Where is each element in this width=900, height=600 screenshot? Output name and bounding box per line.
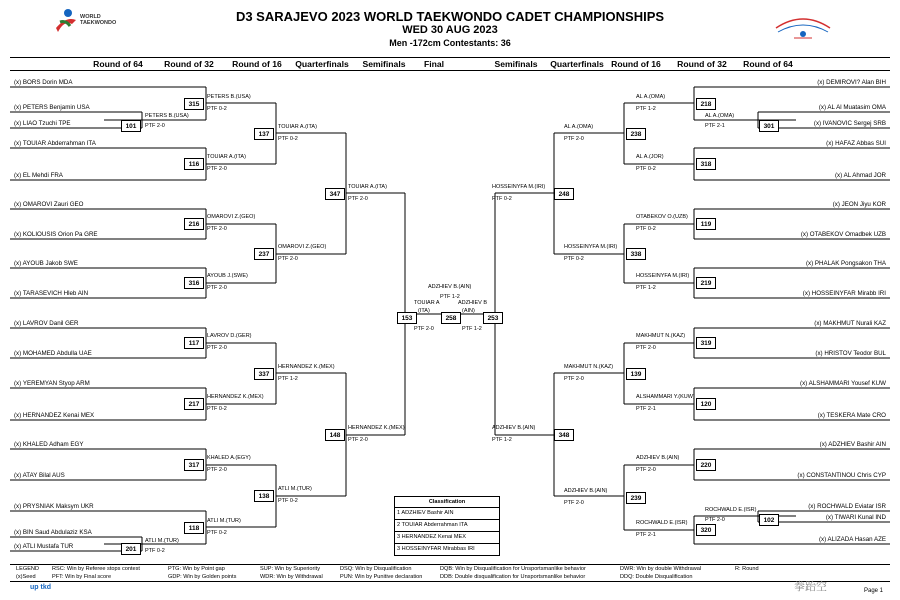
- legend-item: DDB: Double disqualification for Unsportsmanlike behavior: [440, 574, 586, 580]
- match-score: PTF 0-2: [636, 166, 656, 172]
- athlete-name: (x) PETERS Benjamin USA: [14, 104, 90, 111]
- match-number-box: 120: [696, 398, 716, 410]
- match-winner: HERNANDEZ K.(MEX): [348, 424, 405, 431]
- athlete-name: (x) TESKERA Mate CRO: [817, 412, 886, 419]
- athlete-name: (x) PHALAK Pongsakon THA: [805, 260, 886, 267]
- match-number-box: 119: [696, 218, 716, 230]
- match-number-box: 138: [254, 490, 274, 502]
- match-winner: PETERS B.(USA): [207, 93, 251, 100]
- athlete-name: (x) EL Mehdi FRA: [14, 172, 63, 179]
- match-winner: HOSSEINYFA M.(IRI): [492, 183, 546, 190]
- match-score: PTF 1-2: [278, 375, 298, 382]
- match-winner: MAKHMUT N.(KAZ): [564, 363, 614, 370]
- match-score: PTF 2-0: [278, 255, 298, 262]
- match-winner: TOUIAR A.(ITA): [207, 154, 246, 160]
- match-score: PTF 2-1: [636, 532, 656, 538]
- athlete-name: (x) OTABEKOV Omadbek UZB: [800, 231, 886, 238]
- athlete-name: (x) ALSHAMMARI Yousef KUW: [800, 380, 886, 387]
- athlete-name: (x) KHALED Adham EGY: [14, 441, 84, 448]
- athlete-name: (x) PRYSNIAK Maksym UKR: [14, 503, 94, 510]
- legend-item: PFT: Win by Final score: [52, 574, 112, 580]
- match-score: PTF 0-2: [207, 529, 227, 536]
- match-score: PTF 0-2: [145, 548, 165, 554]
- legend-item: SUP: Win by Superiority: [260, 566, 320, 572]
- match-winner: ATLI M.(TUR): [207, 517, 241, 524]
- match-winner: ROCHWALD E.(ISR): [705, 507, 757, 513]
- match-winner: AYOUB J.(SWE): [207, 273, 248, 279]
- match-winner: (ITA): [418, 308, 430, 314]
- athlete-name: (x) CONSTANTINOU Chris CYP: [797, 472, 886, 479]
- match-score: PTF 0-2: [492, 195, 512, 202]
- match-number-box: 217: [184, 398, 204, 410]
- classification-row: 1 ADZHIEV Bashir AIN: [395, 508, 499, 520]
- match-score: PTF 0-2: [207, 406, 227, 412]
- match-number-box: 118: [184, 522, 204, 534]
- event-subtitle: Men -172cm Contestants: 36: [389, 38, 511, 48]
- match-winner: ROCHWALD E.(ISR): [636, 520, 688, 526]
- athlete-name: (x) IVANOVIC Sergej SRB: [813, 120, 886, 127]
- match-score: PTF 2-0: [564, 499, 584, 506]
- match-winner: TOUIAR A.(ITA): [278, 123, 317, 130]
- match-number-box: 238: [626, 128, 646, 140]
- legend-seed: (x)Seed: [16, 574, 36, 580]
- classification-table: [394, 496, 500, 556]
- match-number-box: 318: [696, 158, 716, 170]
- athlete-name: (x) YEREMYAN Styop ARM: [14, 380, 90, 387]
- match-winner: AL A.(OMA): [564, 123, 594, 130]
- legend-item: PUN: Win by Punitive declaration: [340, 574, 423, 580]
- match-score: PTF 2-0: [705, 517, 725, 523]
- match-number-box: 117: [184, 337, 204, 349]
- page-number: Page 1: [864, 588, 884, 594]
- match-score: PTF 1-2: [492, 436, 512, 443]
- round-header: Semifinals: [362, 59, 406, 69]
- classification-row: 3 HERNANDEZ Kenai MEX: [395, 532, 499, 544]
- match-winner: HERNANDEZ K.(MEX): [207, 394, 264, 400]
- round-header: Quarterfinals: [550, 59, 604, 69]
- match-number-box: 319: [696, 337, 716, 349]
- match-winner: ADZHIEV B: [458, 300, 488, 306]
- round-header: Final: [423, 59, 445, 69]
- athlete-name: (x) JEON Jiyu KOR: [832, 201, 886, 208]
- athlete-name: (x) MOHAMED Abdulla UAE: [14, 350, 92, 357]
- match-score: PTF 0-2: [564, 255, 584, 262]
- match-number-box: 317: [184, 459, 204, 471]
- match-winner: ADZHIEV B.(AIN): [636, 454, 680, 461]
- match-number-box: 237: [254, 248, 274, 260]
- match-score: PTF 2-0: [414, 326, 434, 332]
- athlete-name: (x) AYOUB Jakob SWE: [14, 260, 78, 267]
- match-winner: AL A.(JOR): [636, 154, 664, 160]
- match-number-box: 338: [626, 248, 646, 260]
- match-score: PTF 2-0: [145, 123, 165, 129]
- match-number-box: 316: [184, 277, 204, 289]
- match-number-box: 153: [397, 312, 417, 324]
- round-header: Round of 64: [93, 59, 143, 69]
- match-number-box: 101: [121, 120, 141, 132]
- match-score: PTF 2-0: [348, 195, 368, 202]
- classification-row: 2 TOUIAR Abderrahman ITA: [395, 520, 499, 532]
- legend-item: DWR: Win by double Withdrawal: [620, 566, 702, 572]
- legend-item: DDQ: Double Disqualification: [620, 574, 693, 580]
- match-score: PTF 0-2: [278, 135, 298, 142]
- match-winner: OMAROVI Z.(GEO): [207, 214, 256, 220]
- match-winner: OMAROVI Z.(GEO): [278, 243, 327, 250]
- match-number-box: 201: [121, 543, 141, 555]
- legend-item: PTG: Win by Point gap: [168, 566, 225, 572]
- match-number-box: 148: [325, 429, 345, 441]
- match-score: PTF 2-0: [636, 345, 656, 351]
- athlete-name: (x) TIWARI Kunal IND: [825, 514, 886, 521]
- athlete-name: (x) BIN Saud Abdulaziz KSA: [14, 529, 92, 536]
- legend-item: R: Round: [735, 566, 759, 572]
- athlete-name: (x) AL Al Muatasim OMA: [818, 104, 886, 111]
- match-winner: HOSSEINYFA M.(IRI): [636, 273, 690, 279]
- match-winner: ADZHIEV B.(AIN): [492, 424, 536, 431]
- athlete-name: (x) HOSSEINYFAR Mirabb IRI: [802, 290, 886, 297]
- athlete-name: (x) HERNANDEZ Kenai MEX: [14, 412, 95, 419]
- match-score: PTF 2-1: [636, 406, 656, 412]
- match-number-box: 216: [184, 218, 204, 230]
- athlete-name: (x) TOUIAR Abderrahman ITA: [14, 140, 96, 147]
- match-score: PTF 2-0: [564, 375, 584, 382]
- match-score: PTF 2-0: [348, 436, 368, 443]
- match-number-box: 139: [626, 368, 646, 380]
- match-winner: PETERS B.(USA): [145, 113, 189, 119]
- match-score: PTF 1-2: [440, 294, 460, 300]
- match-number-box: 248: [554, 188, 574, 200]
- athlete-name: (x) MAKHMUT Nurali KAZ: [814, 320, 886, 327]
- match-winner: ATLI M.(TUR): [278, 486, 312, 492]
- watermark: 拳跆空: [794, 581, 827, 593]
- match-winner: ALSHAMMARI Y.(KUW): [636, 394, 695, 400]
- brand-logo: up tkd: [30, 584, 51, 591]
- match-score: PTF 1-2: [636, 285, 656, 291]
- match-winner: MAKHMUT N.(KAZ): [636, 333, 686, 339]
- match-number-box: 337: [254, 368, 274, 380]
- match-winner: LAVROV D.(GER): [207, 333, 252, 339]
- match-number-box: 116: [184, 158, 204, 170]
- match-score: PTF 2-0: [207, 466, 227, 473]
- match-number-box: 258: [441, 312, 461, 324]
- match-score: PTF 0-2: [636, 226, 656, 232]
- athlete-name: (x) ATAY Bilal AUS: [14, 472, 65, 479]
- match-number-box: 218: [696, 98, 716, 110]
- athlete-name: (x) DEMIROVI? Alan BIH: [817, 79, 886, 86]
- athlete-name: (x) LAVROV Danil GER: [14, 320, 79, 327]
- event-date: WED 30 AUG 2023: [402, 24, 498, 36]
- match-score: PTF 2-1: [705, 123, 725, 129]
- match-winner: ATLI M.(TUR): [145, 538, 179, 544]
- legend-item: GDP: Win by Golden points: [168, 574, 237, 580]
- athlete-name: (x) ALIZADA Hasan AZE: [818, 536, 886, 543]
- round-header: Round of 16: [232, 59, 282, 69]
- athlete-name: (x) ADZHIEV Bashir AIN: [819, 441, 886, 448]
- match-winner: ADZHIEV B.(AIN): [564, 487, 608, 494]
- match-score: PTF 1-2: [636, 105, 656, 112]
- match-winner: TOUIAR A.(ITA): [348, 183, 387, 190]
- match-score: PTF 2-0: [207, 166, 227, 172]
- match-winner: TOUIAR A: [414, 300, 440, 306]
- athlete-name: (x) HAFAZ Abbas SUI: [826, 140, 886, 147]
- round-header: Round of 32: [677, 59, 727, 69]
- classification-row: 3 HOSSEINYFAR Mirabbas IRI: [397, 546, 475, 552]
- match-number-box: 239: [626, 492, 646, 504]
- legend-item: DQB: Win by Disqualification for Unsportsmanlike behavior: [440, 566, 586, 572]
- match-winner: OTABEKOV O.(UZB): [636, 214, 688, 220]
- round-header: Round of 16: [611, 59, 661, 69]
- match-score: PTF 2-0: [207, 226, 227, 232]
- match-score: PTF 2-0: [207, 285, 227, 291]
- athlete-name: (x) HRISTOV Teodor BUL: [815, 350, 886, 357]
- match-number-box: 348: [554, 429, 574, 441]
- logo-text: WORLD TAEKWONDO: [80, 14, 117, 26]
- match-number-box: 253: [483, 312, 503, 324]
- match-number-box: 102: [759, 514, 779, 526]
- match-score: PTF 0-2: [278, 498, 298, 504]
- page-title: D3 SARAJEVO 2023 WORLD TAEKWONDO CADET CHAMPIONSHIPS: [235, 9, 665, 24]
- athlete-name: (x) BORS Dorin MDA: [14, 79, 73, 86]
- athlete-name: (x) LIAO Tzuchi TPE: [14, 120, 71, 127]
- match-winner: AL A.(OMA): [636, 93, 666, 100]
- match-number-box: 301: [759, 120, 779, 132]
- match-winner: ADZHIEV B.(AIN): [428, 284, 472, 290]
- match-score: PTF 1-2: [462, 326, 482, 332]
- match-winner: HOSSEINYFA M.(IRI): [564, 243, 618, 250]
- legend-item: RSC: Win by Referee stops contest: [52, 566, 140, 572]
- athlete-name: (x) TARASEVICH Hleb AIN: [14, 290, 89, 297]
- athlete-name: (x) AL Ahmad JOR: [834, 172, 886, 179]
- match-score: PTF 2-0: [564, 135, 584, 142]
- athlete-name: (x) ROCHWALD Eviatar ISR: [808, 503, 886, 510]
- athlete-name: (x) KOLIOUSIS Orion Pa GRE: [14, 231, 98, 238]
- round-header: Round of 32: [164, 59, 214, 69]
- match-winner: (AIN): [462, 308, 475, 314]
- round-header: Quarterfinals: [295, 59, 349, 69]
- match-winner: AL A.(OMA): [705, 113, 735, 119]
- round-header: Semifinals: [494, 59, 538, 69]
- athlete-name: (x) OMAROVI Zauri GEO: [14, 201, 84, 208]
- match-winner: KHALED A.(EGY): [207, 454, 251, 461]
- match-score: PTF 2-0: [636, 466, 656, 473]
- match-number-box: 220: [696, 459, 716, 471]
- match-score: PTF 2-0: [207, 345, 227, 351]
- match-number-box: 219: [696, 277, 716, 289]
- match-score: PTF 0-2: [207, 105, 227, 112]
- match-number-box: 315: [184, 98, 204, 110]
- match-number-box: 137: [254, 128, 274, 140]
- legend-item: WDR: Win by Withdrawal: [260, 574, 323, 580]
- match-number-box: 320: [696, 524, 716, 536]
- match-number-box: 347: [325, 188, 345, 200]
- legend-item: DSQ: Win by Disqualification: [340, 566, 412, 572]
- athlete-name: (x) ATLI Mustafa TUR: [14, 543, 74, 550]
- legend-label: LEGEND: [16, 566, 40, 572]
- match-winner: HERNANDEZ K.(MEX): [278, 363, 335, 370]
- classification-title: Classification: [395, 497, 499, 508]
- round-header: Round of 64: [743, 59, 793, 69]
